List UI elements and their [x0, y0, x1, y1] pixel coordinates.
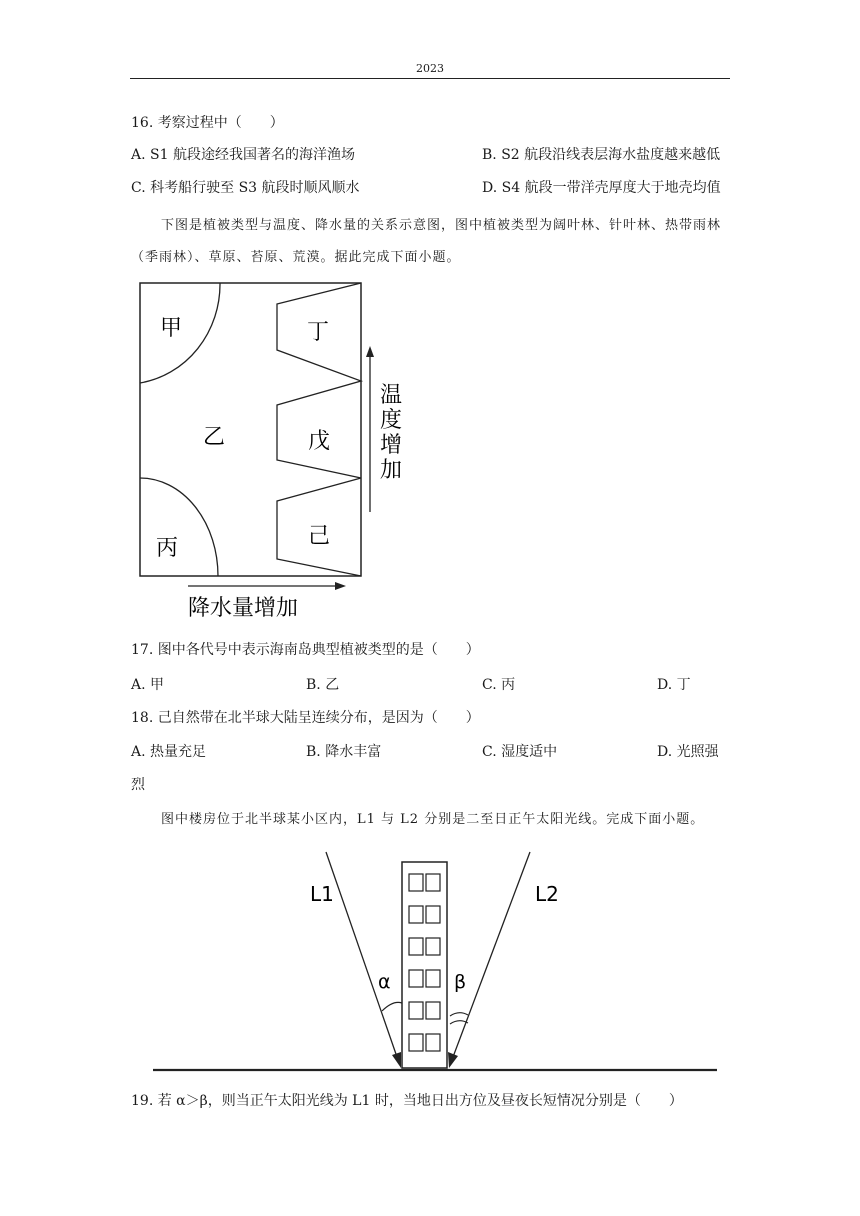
label-l2: L2 [535, 882, 559, 906]
temp-arrowhead [366, 346, 374, 357]
temp-axis-char-4: 加 [380, 458, 403, 483]
vegetation-diagram [130, 278, 415, 623]
region-bing-boundary [140, 478, 218, 576]
q18-option-d-continued: 烈 [131, 777, 145, 793]
label-ding: 丁 [307, 320, 330, 345]
label-beta: β [454, 971, 467, 993]
q18-option-a: A. 热量充足 [131, 744, 207, 760]
q17-option-c: C. 丙 [482, 677, 516, 693]
temp-axis-char-1: 温 [380, 383, 403, 408]
label-l1: L1 [310, 882, 334, 906]
page-header-year: 2023 [416, 62, 444, 75]
ray-l2-arrowhead [448, 1052, 458, 1068]
ray-l2 [453, 852, 530, 1057]
q16-option-b: B. S2 航段沿线表层海水盐度越来越低 [482, 147, 721, 163]
q18-option-d: D. 光照强 [657, 744, 719, 760]
rain-arrowhead [335, 582, 346, 590]
q17-option-d: D. 丁 [657, 677, 691, 693]
rain-axis-label: 降水量增加 [188, 596, 299, 621]
intro-building: 图中楼房位于北半球某小区内，L1 与 L2 分别是二至日正午太阳光线。完成下面小题。 [161, 812, 705, 827]
label-yi: 乙 [203, 425, 226, 450]
header-divider [130, 78, 730, 79]
q18-stem: 18. 己自然带在北半球大陆呈连续分布，是因为（ ） [131, 710, 480, 726]
q18-option-c: C. 湿度适中 [482, 744, 558, 760]
label-bing: 丙 [156, 536, 179, 561]
ray-l1-arrowhead [392, 1052, 401, 1068]
q17-stem: 17. 图中各代号中表示海南岛典型植被类型的是（ ） [131, 642, 480, 658]
label-ji: 己 [308, 524, 331, 549]
q16-stem: 16. 考察过程中（ ） [131, 115, 284, 131]
alpha-arc [382, 1002, 402, 1011]
q17-option-a: A. 甲 [131, 677, 165, 693]
ray-l1 [326, 852, 397, 1057]
beta-arc-1 [450, 1013, 468, 1016]
label-alpha: α [378, 971, 391, 993]
temp-axis-char-2: 度 [380, 408, 403, 433]
label-wu: 戊 [308, 429, 331, 454]
q16-option-c: C. 科考船行驶至 S3 航段时顺风顺水 [131, 180, 360, 196]
intro-vegetation: 下图是植被类型与温度、降水量的关系示意图，图中植被类型为阔叶林、针叶林、热带雨林（季雨林）、草原、苔原、荒漠。据此完成下面小题。 [131, 218, 722, 265]
q16-option-d: D. S4 航段一带洋壳厚度大于地壳均值 [482, 180, 721, 196]
sunlight-building-diagram [150, 845, 725, 1080]
q17-option-b: B. 乙 [306, 677, 340, 693]
label-jia: 甲 [160, 316, 183, 341]
q19-stem: 19. 若 α＞β，则当正午太阳光线为 L1 时，当地日出方位及昼夜长短情况分别是（ ） [131, 1093, 683, 1109]
q16-option-a: A. S1 航段途经我国著名的海洋渔场 [131, 147, 355, 163]
temp-axis-char-3: 增 [380, 433, 403, 458]
q18-option-b: B. 降水丰富 [306, 744, 382, 760]
